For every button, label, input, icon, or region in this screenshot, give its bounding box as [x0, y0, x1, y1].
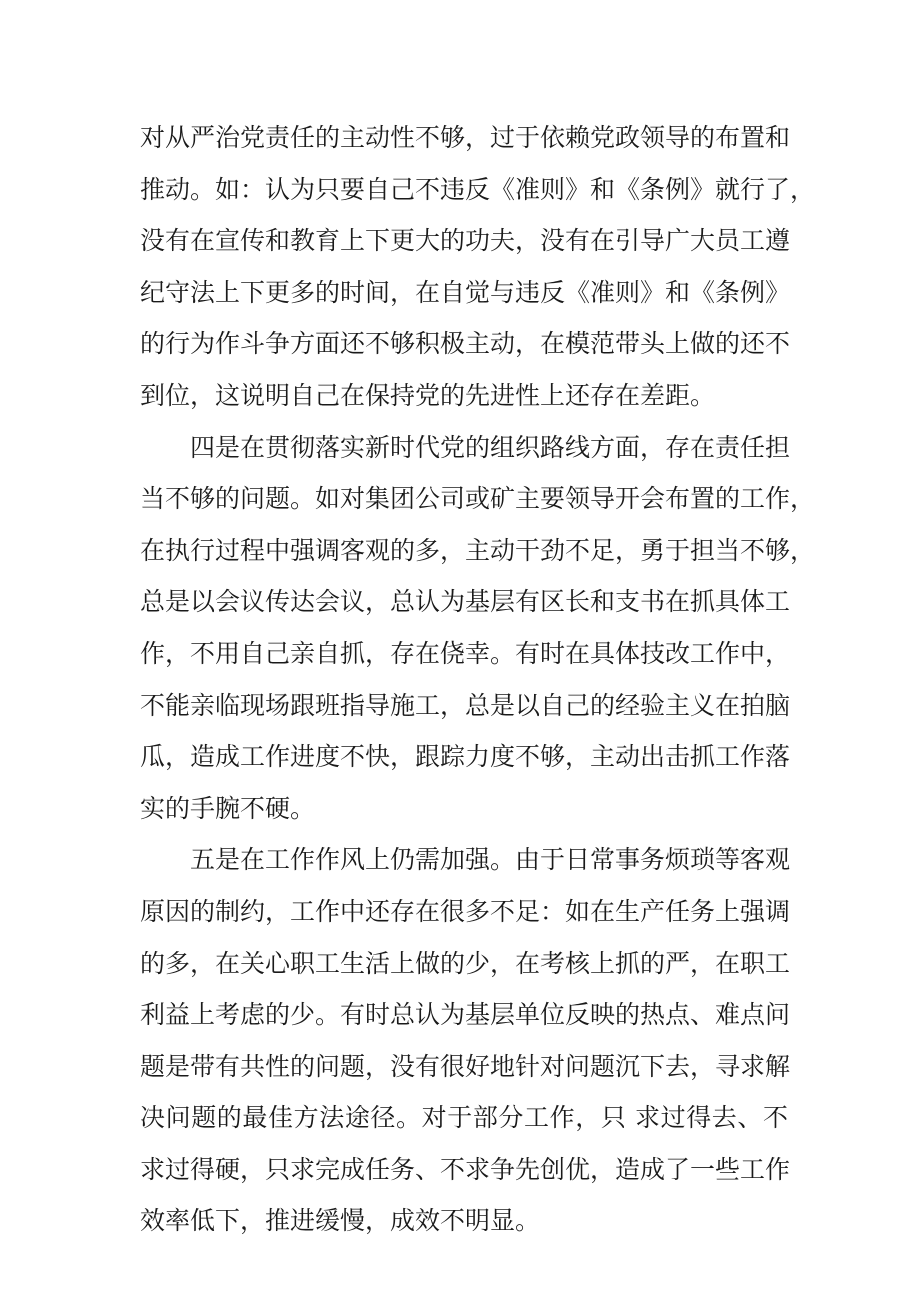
paragraph-line: 利益上考虑的少。有时总认为基层单位反映的热点、难点问 [140, 1000, 791, 1030]
paragraph-line: 当不够的问题。如对集团公司或矿主要领导开会布置的工作， [140, 484, 816, 514]
paragraph-line: 总是以会议传达会议，总认为基层有区长和支书在抓具体工 [140, 587, 791, 617]
paragraph-line: 原因的制约，工作中还存在很多不足：如在生产任务上强调 [140, 896, 791, 926]
paragraph-line: 的多，在关心职工生活上做的少，在考核上抓的严，在职工 [140, 948, 791, 978]
paragraph-line: 效率低下，推进缓慢，成效不明显。 [140, 1206, 541, 1236]
paragraph-1 [140, 112, 816, 422]
paragraph-2 [140, 422, 816, 835]
paragraph-line: 瓜，造成工作进度不快，跟踪力度不够，主动出击抓工作落 [140, 742, 791, 772]
paragraph-line: 求过得硬，只求完成任务、不求争先创优，造成了一些工作 [140, 1154, 791, 1184]
paragraph-3 [140, 834, 791, 1247]
paragraph-line: 五是在工作作风上仍需加强。由于日常事务烦琐等客观 [190, 845, 791, 875]
paragraph-line: 对从严治党责任的主动性不够，过于依赖党政领导的布置和 [140, 123, 791, 152]
paragraph-line: 不能亲临现场跟班指导施工，总是以自己的经验主义在拍脑 [140, 690, 791, 720]
paragraph-line: 到位，这说明自己在保持党的先进性上还存在差距。 [140, 380, 716, 410]
paragraph-line: 四是在贯彻落实新时代党的组织路线方面，存在责任担 [190, 432, 791, 462]
paragraph-line: 实的手腕不硬。 [140, 793, 316, 823]
paragraph-line: 题是带有共性的问题，没有很好地针对问题沉下去，寻求解 [140, 1051, 791, 1081]
paragraph-line: 没有在宣传和教育上下更大的功夫，没有在引导广大员工遵 [140, 226, 791, 256]
paragraph-line: 的行为作斗争方面还不够积极主动，在模范带头上做的还不 [140, 329, 791, 359]
document-body [140, 112, 816, 1247]
paragraph-line: 推动。如：认为只要自己不违反《准则》和《条例》就行了， [140, 174, 816, 204]
paragraph-line: 在执行过程中强调客观的多，主动干劲不足，勇于担当不够， [140, 535, 816, 565]
paragraph-line: 作，不用自己亲自抓，存在侥幸。有时在具体技改工作中， [140, 638, 791, 668]
paragraph-line: 决问题的最佳方法途径。对于部分工作，只 求过得去、不 [140, 1103, 788, 1133]
paragraph-line: 纪守法上下更多的时间，在自觉与违反《准则》和《条例》 [140, 277, 791, 307]
